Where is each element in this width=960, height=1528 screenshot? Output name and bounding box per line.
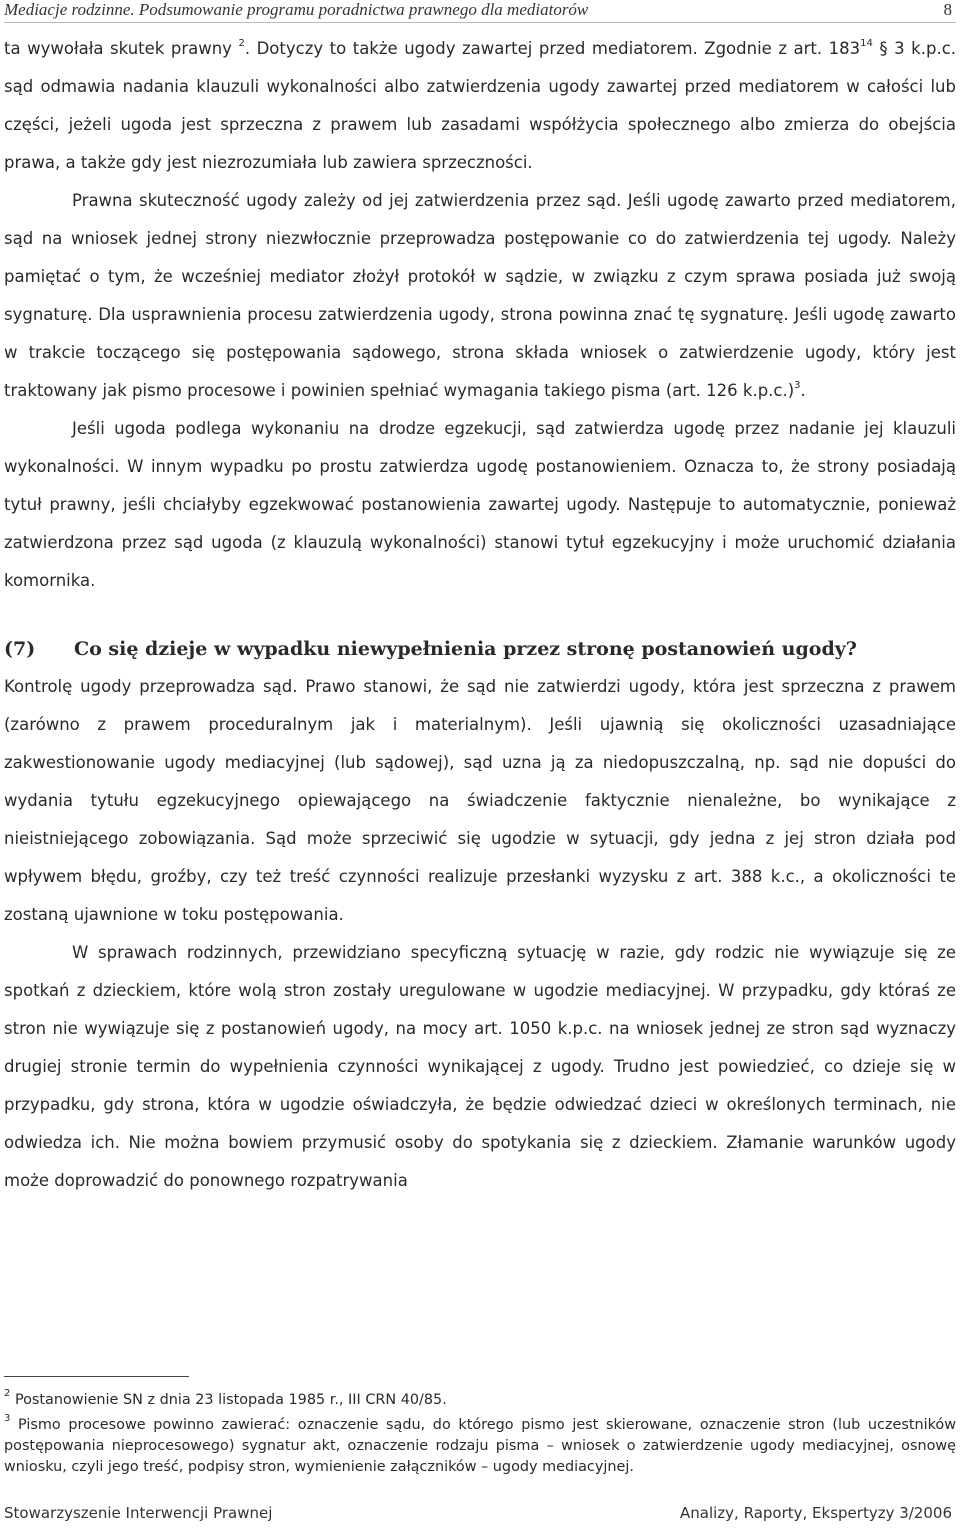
footnote-text: Postanowienie SN z dnia 23 listopada 1985 r., III CRN 40/85.: [10, 1392, 447, 1408]
paragraph-text: Kontrolę ugody przeprowadza sąd. Prawo stanowi, że sąd nie zatwierdzi ugody, która jest sprzeczna z prawem (zarówno z prawem proceduralnym jak i materialnym). Jeśli ujawnią się okoliczności uzasadniające zakwestionowanie ugody mediacyjnej (lub sądowej), sąd uzna ją za niedopuszczalną, np. sąd nie dopuści do wydania tytułu egzekucyjnego opiewającego na świadczenie faktycznie nienależne, bo wynikające z nieistniejącego zobowiązania. Sąd może sprzeciwić się ugodzie w sytuacji, gdy jedna z jej stron działa pod wpływem błędu, groźby, czy też treść czynności realizuje przesłanki wyzysku z art. 388 k.c., a okoliczności te zostaną ujawnione w toku postępowania.: [4, 677, 956, 924]
footnote: [4, 1390, 956, 1411]
footer-publication: Analizy, Raporty, Ekspertyzy 3/2006: [680, 1504, 952, 1522]
paragraph: [4, 934, 956, 1200]
paragraph: [4, 30, 956, 182]
footnote-divider: [4, 1376, 189, 1377]
paragraph-text: ta wywołała skutek prawny: [4, 39, 239, 58]
body-text: [4, 30, 956, 1200]
section-title: Co się dzieje w wypadku niewypełnienia przez stronę postanowień ugody?: [74, 638, 857, 660]
running-header: [4, 0, 956, 23]
footnote-mark: 3: [4, 1413, 11, 1425]
paragraph: [4, 668, 956, 934]
footnotes: [4, 1390, 956, 1482]
paragraph-text: Prawna skuteczność ugody zależy od jej zatwierdzenia przez sąd. Jeśli ugodę zawarto przed mediatorem, sąd na wniosek jednej strony niezwłocznie przeprowadza postępowanie co do zatwierdzenia tej ugody. Należy pamiętać o tym, że wcześniej mediator złożył protokół w sądzie, w związku z czym sprawa posiada już swoją sygnaturę. Dla usprawnienia procesu zatwierdzenia ugody, strona powinna znać tę sygnaturę. Jeśli ugodę zawarto w trakcie toczącego się postępowania sądowego, strona składa wniosek o zatwierdzenie ugody, który jest traktowany jak pismo procesowe i powinien spełniać wymagania takiego pisma (art. 126 k.p.c.): [4, 191, 956, 400]
paragraph-text: § 3 k.p.c. sąd odmawia nadania klauzuli wykonalności albo zatwierdzenia ugody zawartej przed mediatorem w całości lub części, jeżeli ugoda jest sprzeczna z prawem lub zasadami współżycia społecznego albo zmierza do obejścia prawa, a także gdy jest niezrozumiała lub zawiera sprzeczności.: [4, 39, 957, 172]
page-number: 8: [943, 0, 952, 19]
footnote: [4, 1415, 956, 1478]
footnote-mark: 2: [4, 1388, 11, 1400]
footer-organization: Stowarzyszenie Interwencji Prawnej: [4, 1504, 273, 1522]
section-heading: [4, 630, 956, 668]
superscript: 14: [860, 37, 873, 49]
paragraph-text: W sprawach rodzinnych, przewidziano specyficzną sytuację w razie, gdy rodzic nie wywiązuje się ze spotkań z dzieckiem, które wolą stron zostały uregulowane w ugodzie mediacyjnej. W przypadku, gdy któraś ze stron nie wywiązuje się z postanowień ugody, na mocy art. 1050 k.p.c. na wniosek jednej ze stron sąd wyznaczy drugiej stronie termin do wypełnienia czynności wynikającej z ugody. Trudno jest powiedzieć, co dzieje się w przypadku, gdy strona, która w ugodzie oświadczyła, że będzie odwiedzać dzieci w określonych terminach, nie odwiedza ich. Nie można bowiem przymusić osoby do spotykania się z dzieckiem. Złamanie warunków ugody może doprowadzić do ponownego rozpatrywania: [4, 943, 956, 1190]
paragraph-text: . Dotyczy to także ugody zawartej przed mediatorem. Zgodnie z art. 183: [244, 39, 861, 58]
paragraph: [4, 410, 956, 600]
header-title: Mediacje rodzinne. Podsumowanie programu poradnictwa prawnego dla mediatorów: [4, 0, 589, 19]
section-number: (7): [4, 638, 36, 660]
footnote-text: Pismo procesowe powinno zawierać: oznaczenie sądu, do którego pismo jest skierowane, oznaczenie stron (lub uczestników postępowania nieprocesowego) sygnatur akt, oznaczenie rodzaju pisma – wniosek o zatwierdzenie ugody mediacyjnej, osnowę wniosku, czyli jego treść, podpisy stron, wymienienie załączników – ugody mediacyjnej.: [4, 1417, 956, 1475]
paragraph: [4, 182, 956, 410]
running-footer: [4, 1504, 956, 1526]
footnote-ref[interactable]: 2: [238, 37, 245, 49]
paragraph-text: .: [800, 381, 806, 400]
footnote-ref[interactable]: 3: [794, 379, 801, 391]
paragraph-text: Jeśli ugoda podlega wykonaniu na drodze egzekucji, sąd zatwierdza ugodę przez nadanie jej klauzuli wykonalności. W innym wypadku po prostu zatwierdza ugodę postanowieniem. Oznacza to, że strony posiadają tytuł prawny, jeśli chciałyby egzekwować postanowienia zawartej ugody. Następuje to automatycznie, ponieważ zatwierdzona przez sąd ugoda (z klauzulą wykonalności) stanowi tytuł egzekucyjny i może uruchomić działania komornika.: [4, 419, 956, 590]
